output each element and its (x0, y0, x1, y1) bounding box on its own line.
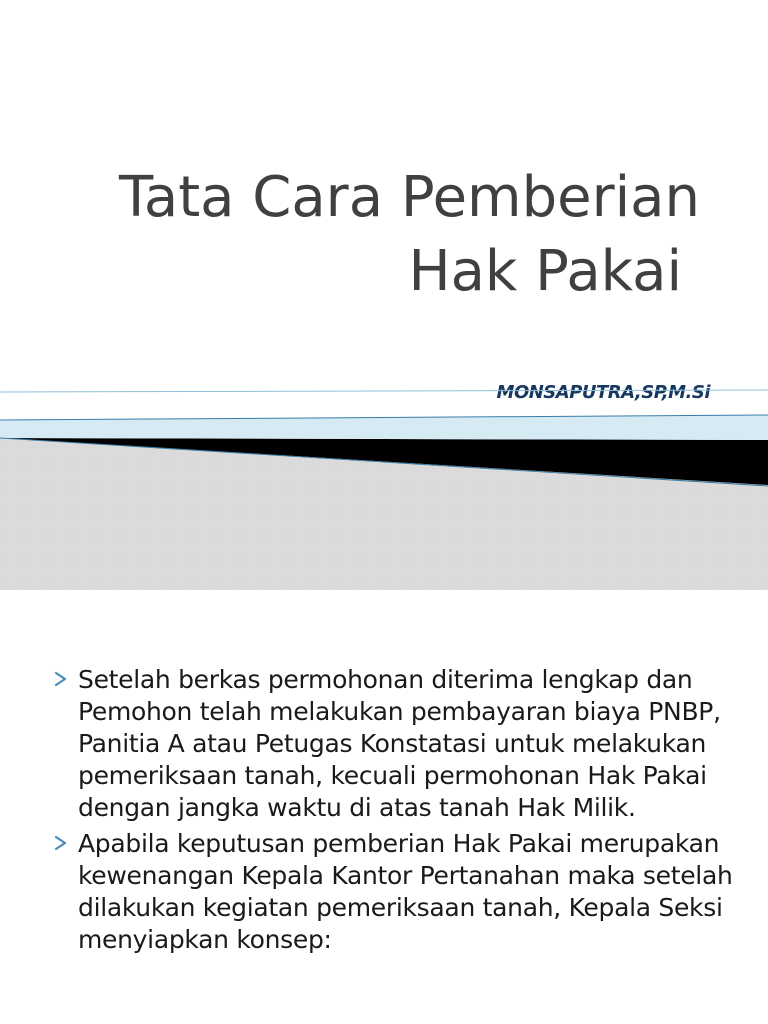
bullet-item (54, 664, 734, 824)
title-line-1: Tata Cara Pemberian (118, 165, 700, 230)
bullet-item (54, 828, 734, 956)
accent-line-top (0, 390, 768, 392)
title-line-2: Hak Pakai (408, 239, 682, 304)
author-name: MONSAPUTRA,SP,M.Si (496, 382, 710, 403)
bullet-text: Apabila keputusan pemberian Hak Pakai merupakan kewenangan Kepala Kantor Pertanahan maka setelah dilakukan kegiatan pemeriksaan tanah, Kepala Seksi menyiapkan konsep: (78, 829, 733, 954)
decorative-swoosh-band (0, 380, 768, 590)
arrow-bullet-icon (54, 671, 68, 687)
arrow-bullet-icon (54, 835, 68, 851)
content-slide (0, 590, 768, 1024)
bullet-list (54, 664, 734, 960)
bullet-text: Setelah berkas permohonan diterima lengkap dan Pemohon telah melakukan pembayaran biaya PNBP, Panitia A atau Petugas Konstatasi untuk melakukan pemeriksaan tanah, kecuali permohonan Hak Pakai dengan jangka waktu di atas tanah Hak Milik. (78, 665, 721, 822)
